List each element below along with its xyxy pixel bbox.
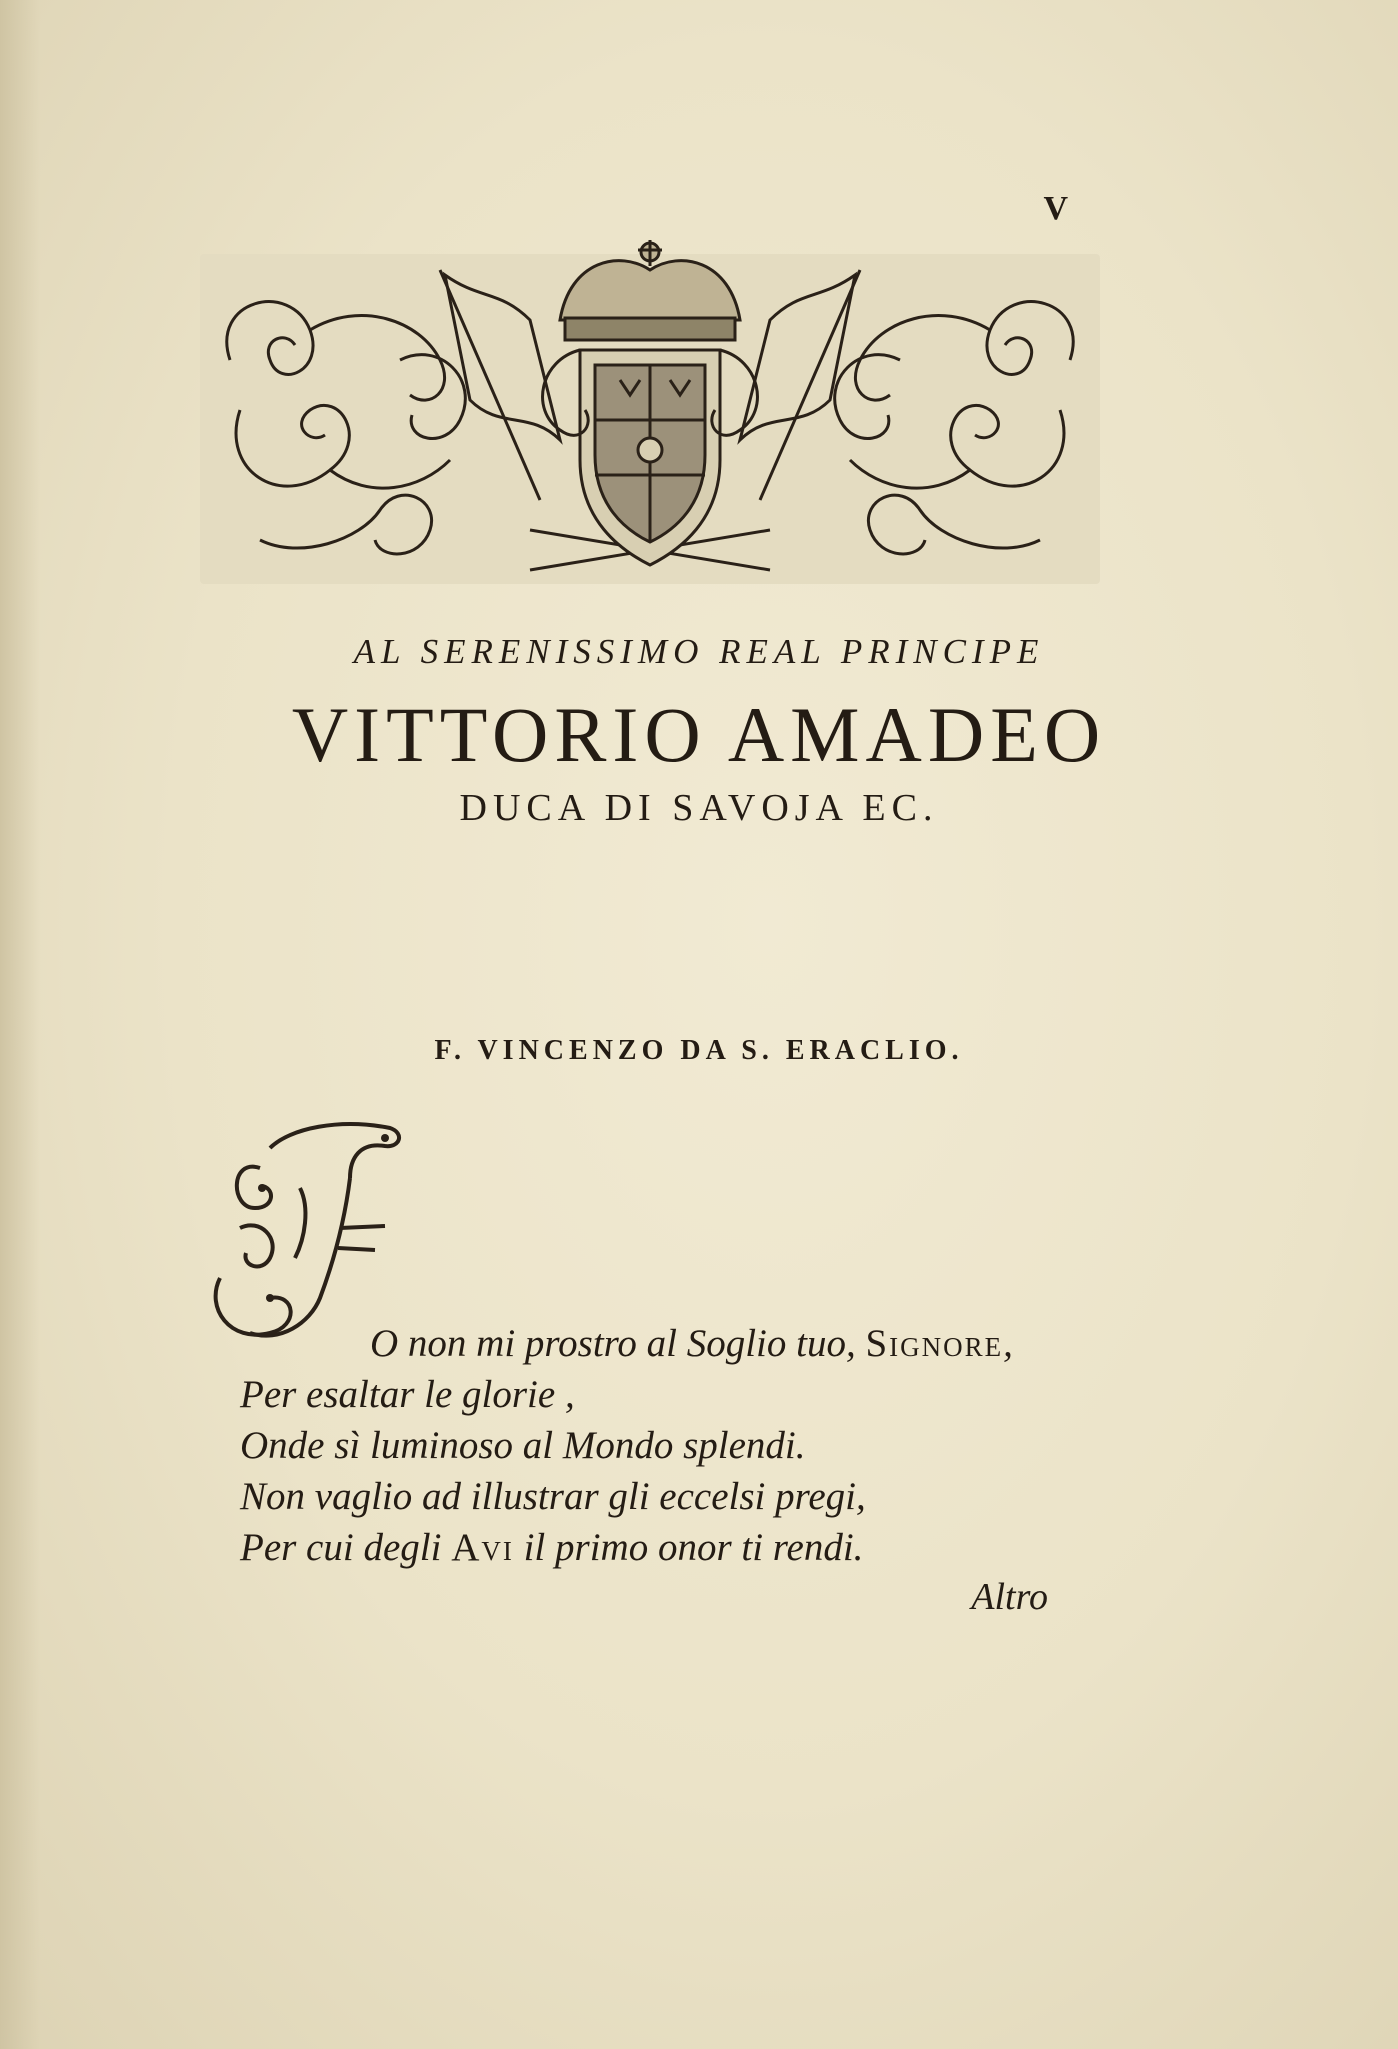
page-edge-shadow bbox=[0, 0, 40, 2049]
verse-line-5-start: Per cui degli bbox=[240, 1526, 442, 1569]
verse-stanza bbox=[240, 1318, 1140, 1573]
verse-line-1 bbox=[240, 1318, 1140, 1369]
verse-line-1-text: O non mi prostro al Soglio tuo, bbox=[370, 1322, 856, 1365]
verse-line-4: Non vaglio ad illustrar gli eccelsi pregi, bbox=[240, 1475, 866, 1518]
verse-line-5-end: il primo onor ti rendi. bbox=[523, 1526, 864, 1569]
verse-line-2: Per esaltar le glorie , bbox=[240, 1373, 575, 1416]
coat-of-arms-ornament-icon bbox=[200, 240, 1100, 600]
coat-of-arms-headpiece bbox=[200, 240, 1100, 600]
prince-title: DUCA DI SAVOJA EC. bbox=[459, 787, 939, 829]
verse-line-3: Onde sì luminoso al Mondo splendi. bbox=[240, 1424, 806, 1467]
verse-line-1-end: , bbox=[1003, 1322, 1013, 1365]
verse-line-1-smallcaps: Signore bbox=[865, 1322, 1004, 1365]
catchword: Altro bbox=[971, 1576, 1048, 1618]
verse-line-5 bbox=[240, 1522, 1140, 1573]
dedication-line: AL SERENISSIMO REAL PRINCIPE bbox=[353, 632, 1045, 671]
verse-line-5-smallcaps: Avi bbox=[451, 1526, 514, 1569]
prince-name: VITTORIO AMADEO bbox=[291, 691, 1107, 778]
author-line: F. VINCENZO DA S. ERACLIO. bbox=[434, 1035, 964, 1066]
page-number: V bbox=[1043, 190, 1068, 227]
